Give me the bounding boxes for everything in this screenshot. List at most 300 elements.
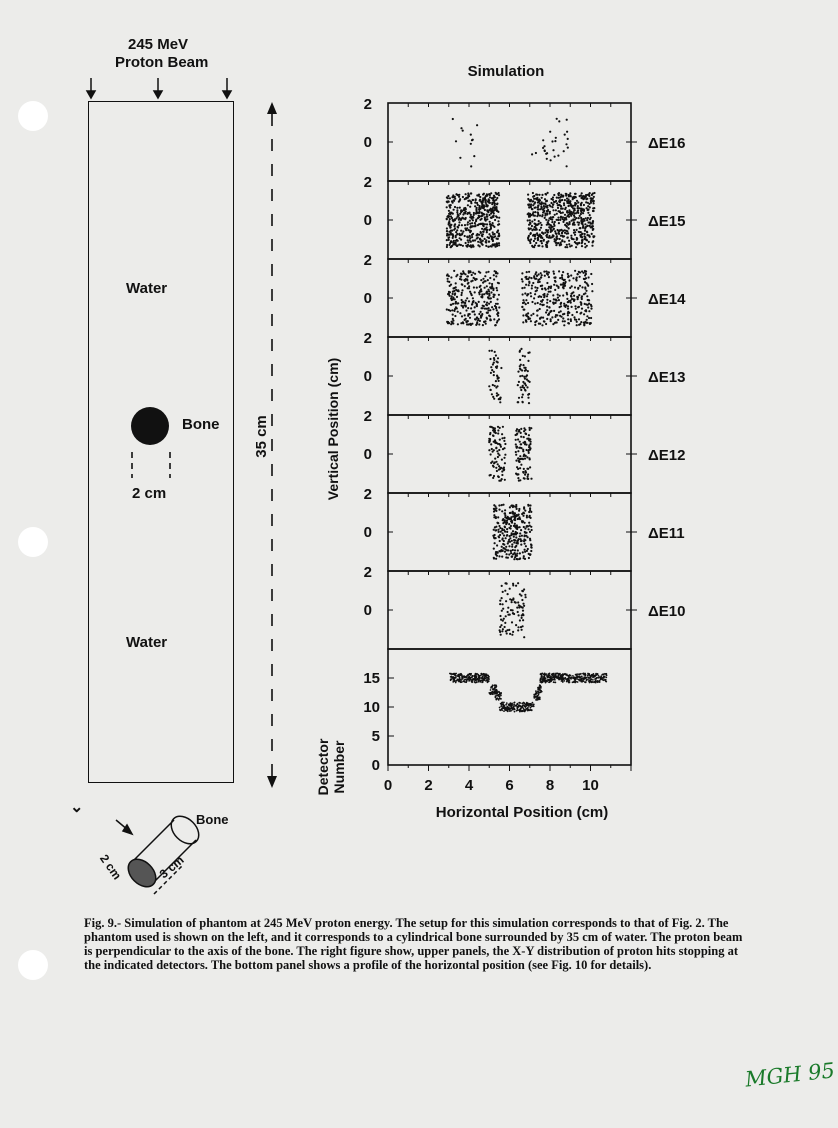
hit-point [539,229,541,231]
profile-point [492,684,494,686]
hit-point [515,460,517,462]
hit-point [532,204,534,206]
hit-point [533,240,535,242]
profile-point [600,676,602,678]
hit-point [515,430,517,432]
hit-point [477,204,479,206]
hit-point [471,303,473,305]
hit-point [523,526,525,528]
hit-point [460,322,462,324]
hit-point [461,284,463,286]
hit-point [557,229,559,231]
hit-point [520,432,522,434]
x-tick-label: 4 [464,777,474,794]
hit-point [498,217,500,219]
hit-point [548,237,550,239]
hit-point [474,306,476,308]
hit-point [557,207,559,209]
y-tick-label: 10 [363,699,380,716]
hit-point [560,242,562,244]
hit-point [508,553,510,555]
hit-point [523,427,525,429]
hit-point [588,235,590,237]
hit-point [517,371,519,373]
hit-point [555,321,557,323]
hit-point [533,297,535,299]
hit-point [515,542,517,544]
hit-point [467,200,469,202]
hit-point [483,301,485,303]
hit-point [528,439,530,441]
hit-point [517,582,519,584]
hit-point [514,523,516,525]
hit-point [559,238,561,240]
hit-point [559,315,561,317]
profile-point [522,706,524,708]
hit-point [495,215,497,217]
hit-point [591,290,593,292]
profile-point [514,711,516,713]
hit-point [521,513,523,515]
hit-point [585,309,587,311]
hit-point [451,309,453,311]
hit-point [497,443,499,445]
hit-point [527,478,529,480]
beam-label-line1: 245 MeV [128,36,189,53]
hit-point [490,227,492,229]
hit-point [482,223,484,225]
hit-point [558,299,560,301]
hit-point [496,470,498,472]
hit-point [532,211,534,213]
hit-point [577,306,579,308]
hit-point [519,375,521,377]
hit-point [587,212,589,214]
hit-point [500,367,502,369]
hit-point [573,229,575,231]
hit-point [463,279,465,281]
profile-point [450,679,452,681]
profile-point [496,698,498,700]
hit-point [446,244,448,246]
hit-point [574,286,576,288]
hit-point [510,550,512,552]
profile-point [566,674,568,676]
hit-point [546,158,548,160]
hit-point [531,220,533,222]
hit-point [577,296,579,298]
hit-point [521,617,523,619]
hit-point [496,203,498,205]
hit-point [564,214,566,216]
hit-point [451,295,453,297]
hit-point [524,594,526,596]
profile-point [508,704,510,706]
hit-point [479,320,481,322]
hit-point [579,231,581,233]
hit-point [527,505,529,507]
hit-point [579,195,581,197]
hit-point [566,292,568,294]
hit-point [564,305,566,307]
hit-point [540,227,542,229]
hit-point [534,324,536,326]
hit-point [513,536,515,538]
hit-point [523,555,525,557]
hit-point [579,215,581,217]
hit-point [588,276,590,278]
hit-point [554,221,556,223]
hit-point [471,311,473,313]
profile-point [536,692,538,694]
hit-point [453,200,455,202]
hit-point [585,273,587,275]
hit-point [531,301,533,303]
profile-point [592,679,594,681]
hit-point [530,511,532,513]
profile-point [519,702,521,704]
hit-point [455,286,457,288]
hit-point [492,363,494,365]
hit-point [498,380,500,382]
hit-point [517,611,519,613]
hit-point [527,394,529,396]
hit-point [447,321,449,323]
hit-point [515,451,517,453]
hit-point [496,321,498,323]
hit-point [554,230,556,232]
profile-point [577,681,579,683]
profile-point [511,706,513,708]
hit-point [578,294,580,296]
hit-point [478,323,480,325]
hit-point [490,453,492,455]
hit-point [456,207,458,209]
hit-point [461,292,463,294]
hit-point [497,312,499,314]
hit-point [456,296,458,298]
hit-point [560,284,562,286]
hit-point [490,389,492,391]
hit-point [537,279,539,281]
hit-point [512,515,514,517]
hit-point [494,442,496,444]
hit-point [537,204,539,206]
hit-point [494,219,496,221]
hit-point [449,218,451,220]
hit-point [479,215,481,217]
hit-point [487,236,489,238]
hit-point [486,302,488,304]
x-axis-label: Horizontal Position (cm) [435,804,609,821]
hit-point [510,552,512,554]
hit-point [506,535,508,537]
hit-point [543,205,545,207]
hit-point [572,198,574,200]
hit-point [555,200,557,202]
hit-point [489,221,491,223]
hit-point [580,321,582,323]
hit-point [590,305,592,307]
hit-point [449,244,451,246]
hit-point [579,323,581,325]
hit-point [501,504,503,506]
hit-point [487,309,489,311]
inset-bone-label: Bone [196,812,229,827]
hit-point [558,233,560,235]
hit-point [571,314,573,316]
water-label-top: Water [126,280,168,297]
hit-point [521,375,523,377]
hit-point [516,508,518,510]
hit-point [563,324,565,326]
profile-point [483,673,485,675]
hit-point [566,200,568,202]
profile-point [492,686,494,688]
hit-point [491,236,493,238]
hit-point [524,558,526,560]
profile-point [530,707,532,709]
hit-point [570,235,572,237]
hit-point [530,295,532,297]
hit-point [506,629,508,631]
hit-point [548,219,550,221]
hit-point [587,285,589,287]
profile-point [569,681,571,683]
hit-point [520,386,522,388]
hit-point [593,200,595,202]
hit-point [557,297,559,299]
hit-point [529,515,531,517]
hit-point [447,197,449,199]
hit-point [567,232,569,234]
profile-point [475,678,477,680]
hit-point [576,237,578,239]
hit-point [508,545,510,547]
profile-point [538,698,540,700]
profile-point [469,677,471,679]
hit-point [476,287,478,289]
profile-point [466,675,468,677]
hit-point [576,277,578,279]
bone-diameter-marks [125,452,175,480]
hit-point [447,293,449,295]
hit-point [584,233,586,235]
profile-point [539,685,541,687]
hit-point [499,534,501,536]
hit-point [525,303,527,305]
hit-point [585,198,587,200]
hit-point [568,209,570,211]
hit-point [574,196,576,198]
hit-point [543,293,545,295]
hit-point [461,289,463,291]
hit-point [547,274,549,276]
hit-point [525,314,527,316]
hit-point [492,243,494,245]
hit-point [453,209,455,211]
profile-point [555,674,557,676]
profile-frame [388,649,631,765]
hit-point [556,219,558,221]
hit-point [581,192,583,194]
hit-point [476,317,478,319]
hit-point [524,287,526,289]
hit-point [493,466,495,468]
hit-point [497,456,499,458]
hit-point [525,375,527,377]
hit-point [499,444,501,446]
hit-point [581,197,583,199]
hit-point [510,525,512,527]
profile-point [535,697,537,699]
hit-point [487,296,489,298]
hit-point [446,206,448,208]
hit-point [498,531,500,533]
hit-point [555,137,557,139]
hit-point [553,273,555,275]
hit-point [511,520,513,522]
hit-point [497,282,499,284]
hit-point [508,527,510,529]
hit-point [574,204,576,206]
hit-point [502,532,504,534]
hit-point [515,439,517,441]
hit-point [485,292,487,294]
profile-point [499,709,501,711]
hit-point [537,238,539,240]
hit-point [489,277,491,279]
hit-point [505,537,507,539]
hit-point [515,443,517,445]
hit-point [448,201,450,203]
beam-arrows [80,76,250,104]
hit-point [567,314,569,316]
hit-point [479,205,481,207]
hit-point [489,282,491,284]
hit-point [490,212,492,214]
hit-point [459,233,461,235]
hit-point [494,430,496,432]
hit-point [500,634,502,636]
profile-point [591,682,593,684]
hit-point [518,397,520,399]
hit-point [552,270,554,272]
hit-point [500,531,502,533]
panel-frame [388,571,631,649]
hit-point [498,476,500,478]
hit-point [550,320,552,322]
hit-point [556,314,558,316]
hit-point [578,217,580,219]
hit-point [581,202,583,204]
hit-point [497,357,499,359]
profile-point [554,679,556,681]
hit-point [517,477,519,479]
hit-point [512,549,514,551]
hit-point [588,241,590,243]
hit-point [504,590,506,592]
hit-point [581,245,583,247]
profile-point [472,679,474,681]
hit-point [459,237,461,239]
hit-point [556,202,558,204]
hit-point [528,528,530,530]
hit-point [493,278,495,280]
hit-point [492,535,494,537]
profile-point [588,677,590,679]
hit-point [501,470,503,472]
profile-point [600,679,602,681]
hit-point [459,207,461,209]
hit-point [513,525,515,527]
hit-point [586,295,588,297]
hit-point [561,276,563,278]
hit-point [563,313,565,315]
hit-point [585,194,587,196]
hit-point [522,607,524,609]
hit-point [485,271,487,273]
hit-point [517,558,519,560]
hit-point [522,386,524,388]
hit-point [447,234,449,236]
profile-point [478,676,480,678]
hit-point [488,303,490,305]
hit-point [558,120,560,122]
profile-point [527,710,529,712]
hit-point [549,131,551,133]
hit-point [524,389,526,391]
hit-point [522,355,524,357]
hit-point [584,230,586,232]
hit-point [515,454,517,456]
hit-point [484,238,486,240]
profile-point [500,693,502,695]
hit-point [502,468,504,470]
hit-point [480,315,482,317]
hit-point [456,209,458,211]
hit-point [584,271,586,273]
hit-point [504,509,506,511]
hit-point [491,306,493,308]
hit-point [590,197,592,199]
hit-point [515,624,517,626]
hit-point [471,274,473,276]
hit-point [524,292,526,294]
profile-point [520,708,522,710]
profile-point [476,673,478,675]
hit-point [514,556,516,558]
hit-point [503,457,505,459]
y-tick-label: 2 [363,174,372,191]
hit-point [451,233,453,235]
hit-point [492,435,494,437]
hit-point [522,619,524,621]
hit-point [452,298,454,300]
hit-point [554,156,556,158]
y-tick-label: 0 [363,368,372,385]
hit-point [546,210,548,212]
hit-point [483,321,485,323]
hit-point [513,533,515,535]
hit-point [479,207,481,209]
hit-point [454,198,456,200]
profile-point [532,702,534,704]
hit-point [526,386,528,388]
hit-point [490,372,492,374]
hit-point [561,199,563,201]
hit-point [527,236,529,238]
